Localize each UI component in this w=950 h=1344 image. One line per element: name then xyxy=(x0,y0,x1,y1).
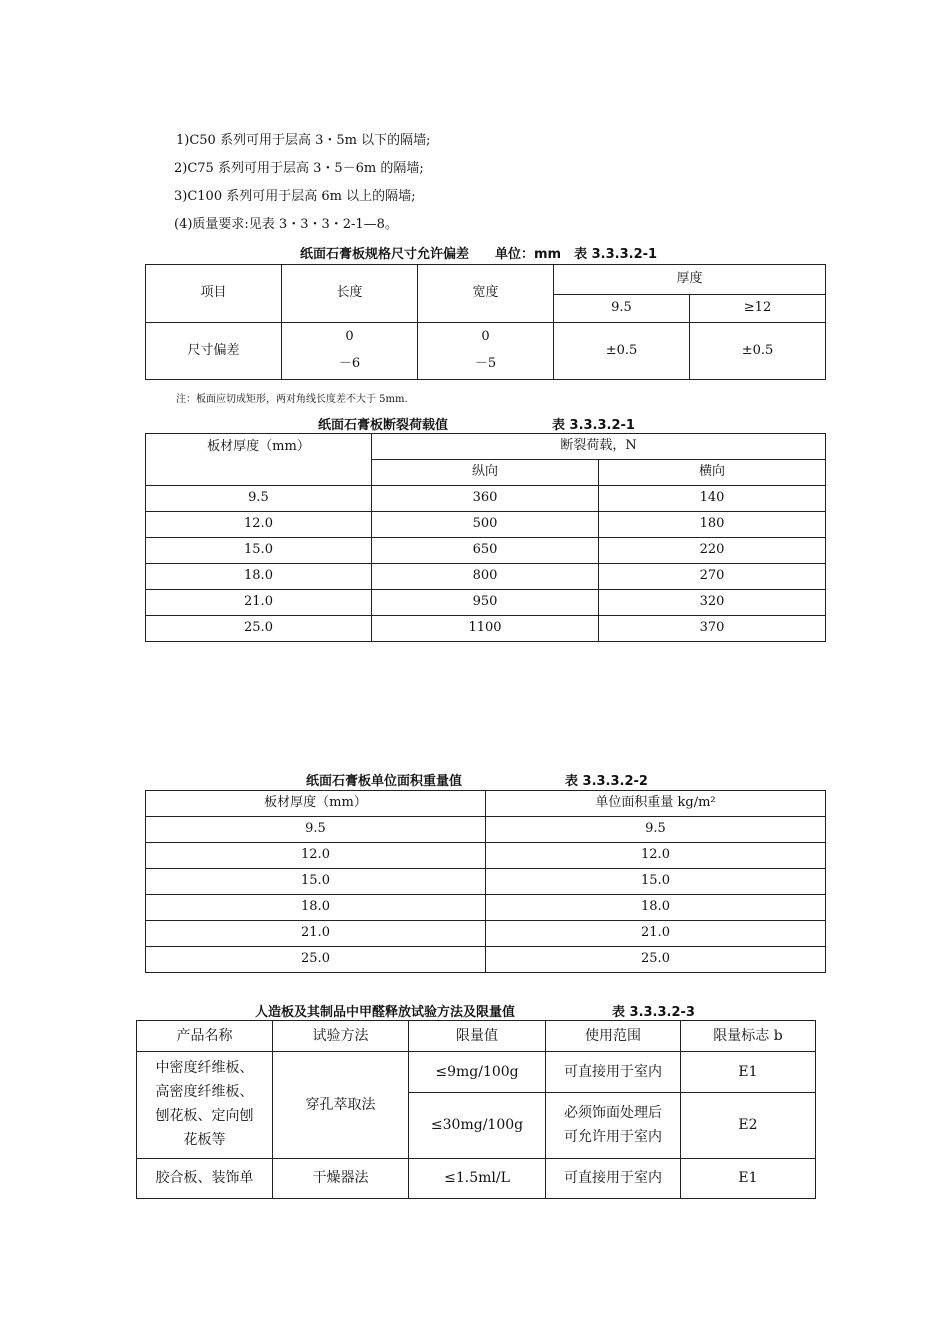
unit-weight-cell: 25.0 xyxy=(486,947,826,973)
header-item: 项目 xyxy=(146,265,282,323)
header-thickness-9-5: 9.5 xyxy=(554,295,690,323)
longitudinal-load-cell: 650 xyxy=(372,538,599,564)
scope-plywood: 可直接用于室内 xyxy=(546,1159,681,1199)
table-row xyxy=(146,869,826,895)
table-row xyxy=(146,895,826,921)
unit-weight-table xyxy=(145,790,826,973)
header-product-name: 产品名称 xyxy=(137,1021,273,1052)
thickness-cell: 21.0 xyxy=(146,921,486,947)
limit-plywood: ≤1.5ml/L xyxy=(409,1159,546,1199)
table4-caption-number: 表 3.3.3.2-3 xyxy=(612,1005,695,1020)
header-test-method: 试验方法 xyxy=(273,1021,409,1052)
transverse-load-cell: 370 xyxy=(599,616,826,642)
scope-direct-indoor: 可直接用于室内 xyxy=(546,1052,681,1093)
intro-line-2: 2)C75 系列可用于层高 3・5－6m 的隔墙; xyxy=(174,161,424,176)
header-thickness: 厚度 xyxy=(554,265,826,295)
header-width: 宽度 xyxy=(418,265,554,323)
table1-note: 注：板面应切成矩形，两对角线长度差不大于 5mm. xyxy=(176,394,408,405)
header-board-thickness: 板材厚度（mm） xyxy=(146,791,486,817)
header-usage-scope: 使用范围 xyxy=(546,1021,681,1052)
product-plywood: 胶合板、装饰单 xyxy=(137,1159,273,1199)
longitudinal-load-cell: 500 xyxy=(372,512,599,538)
longitudinal-load-cell: 800 xyxy=(372,564,599,590)
unit-weight-cell: 9.5 xyxy=(486,817,826,843)
thickness-9-5-deviation: ±0.5 xyxy=(554,323,690,380)
thickness-cell: 12.0 xyxy=(146,512,372,538)
table2-caption-number: 表 3.3.3.2-1 xyxy=(552,418,635,433)
header-board-thickness: 板材厚度（mm） xyxy=(146,434,372,486)
breaking-load-table xyxy=(145,433,826,642)
table-row xyxy=(146,947,826,973)
table3-caption-number: 表 3.3.3.2-2 xyxy=(565,774,648,789)
unit-weight-cell: 12.0 xyxy=(486,843,826,869)
thickness-cell: 21.0 xyxy=(146,590,372,616)
transverse-load-cell: 180 xyxy=(599,512,826,538)
product-line: 高密度纤维板、 xyxy=(155,1084,254,1101)
table-row xyxy=(146,921,826,947)
table-row xyxy=(146,590,826,616)
scope-finished-indoor xyxy=(546,1093,681,1159)
thickness-cell: 9.5 xyxy=(146,486,372,512)
row-label-deviation: 尺寸偏差 xyxy=(146,323,282,380)
table2-caption-title: 纸面石膏板断裂荷载值 xyxy=(318,418,449,433)
thickness-cell: 9.5 xyxy=(146,817,486,843)
table-row xyxy=(146,843,826,869)
table-row xyxy=(146,564,826,590)
product-line: 花板等 xyxy=(183,1131,226,1148)
unit-weight-cell: 21.0 xyxy=(486,921,826,947)
thickness-12-deviation: ±0.5 xyxy=(690,323,826,380)
table-row xyxy=(146,512,826,538)
thickness-cell: 18.0 xyxy=(146,895,486,921)
header-limit-mark: 限量标志 b xyxy=(681,1021,816,1052)
width-upper: 0 xyxy=(481,329,490,345)
table4-caption-title: 人造板及其制品中甲醛释放试验方法及限量值 xyxy=(255,1005,516,1020)
thickness-cell: 25.0 xyxy=(146,616,372,642)
header-unit-weight: 单位面积重量 kg/m² xyxy=(486,791,826,817)
scope-line: 必须饰面处理后 xyxy=(564,1104,662,1121)
transverse-load-cell: 320 xyxy=(599,590,826,616)
header-thickness-12: ≥12 xyxy=(690,295,826,323)
header-length: 长度 xyxy=(282,265,418,323)
unit-weight-cell: 15.0 xyxy=(486,869,826,895)
length-upper: 0 xyxy=(345,329,354,345)
transverse-load-cell: 140 xyxy=(599,486,826,512)
formaldehyde-table xyxy=(136,1020,816,1199)
thickness-cell: 12.0 xyxy=(146,843,486,869)
thickness-cell: 15.0 xyxy=(146,869,486,895)
product-line: 刨花板、定向刨 xyxy=(155,1108,254,1124)
thickness-cell: 18.0 xyxy=(146,564,372,590)
width-lower: －5 xyxy=(474,356,497,371)
product-fiberboard xyxy=(137,1052,273,1159)
limit-e1: ≤9mg/100g xyxy=(409,1052,546,1093)
length-deviation xyxy=(282,323,418,380)
transverse-load-cell: 220 xyxy=(599,538,826,564)
table3-caption-title: 纸面石膏板单位面积重量值 xyxy=(306,774,463,789)
transverse-load-cell: 270 xyxy=(599,564,826,590)
limit-e2: ≤30mg/100g xyxy=(409,1093,546,1159)
header-breaking-load: 断裂荷载，N xyxy=(372,434,826,460)
longitudinal-load-cell: 950 xyxy=(372,590,599,616)
table1-caption: 纸面石膏板规格尺寸允许偏差 单位：mm 表 3.3.3.2-1 xyxy=(300,247,658,262)
mark-plywood: E1 xyxy=(681,1159,816,1199)
table-row xyxy=(146,817,826,843)
method-perforator-extraction: 穿孔萃取法 xyxy=(273,1052,409,1159)
header-transverse: 横向 xyxy=(599,460,826,486)
header-longitudinal: 纵向 xyxy=(372,460,599,486)
table-row xyxy=(146,486,826,512)
intro-line-1: 1)C50 系列可用于层高 3・5m 以下的隔墙; xyxy=(176,133,431,148)
mark-e2: E2 xyxy=(681,1093,816,1159)
intro-line-4: (4)质量要求:见表 3・3・3・2-1—8。 xyxy=(174,217,398,232)
mark-e1: E1 xyxy=(681,1052,816,1093)
thickness-cell: 15.0 xyxy=(146,538,372,564)
unit-weight-cell: 18.0 xyxy=(486,895,826,921)
intro-line-3: 3)C100 系列可用于层高 6m 以上的隔墙; xyxy=(174,189,416,204)
header-limit-value: 限量值 xyxy=(409,1021,546,1052)
scope-line: 可允许用于室内 xyxy=(564,1128,662,1145)
method-desiccator: 干燥器法 xyxy=(273,1159,409,1199)
thickness-cell: 25.0 xyxy=(146,947,486,973)
table-row xyxy=(146,538,826,564)
longitudinal-load-cell: 360 xyxy=(372,486,599,512)
width-deviation xyxy=(418,323,554,380)
tolerance-table xyxy=(145,264,826,380)
table-row xyxy=(146,616,826,642)
longitudinal-load-cell: 1100 xyxy=(372,616,599,642)
product-line: 中密度纤维板、 xyxy=(155,1060,254,1077)
length-lower: －6 xyxy=(338,356,361,371)
